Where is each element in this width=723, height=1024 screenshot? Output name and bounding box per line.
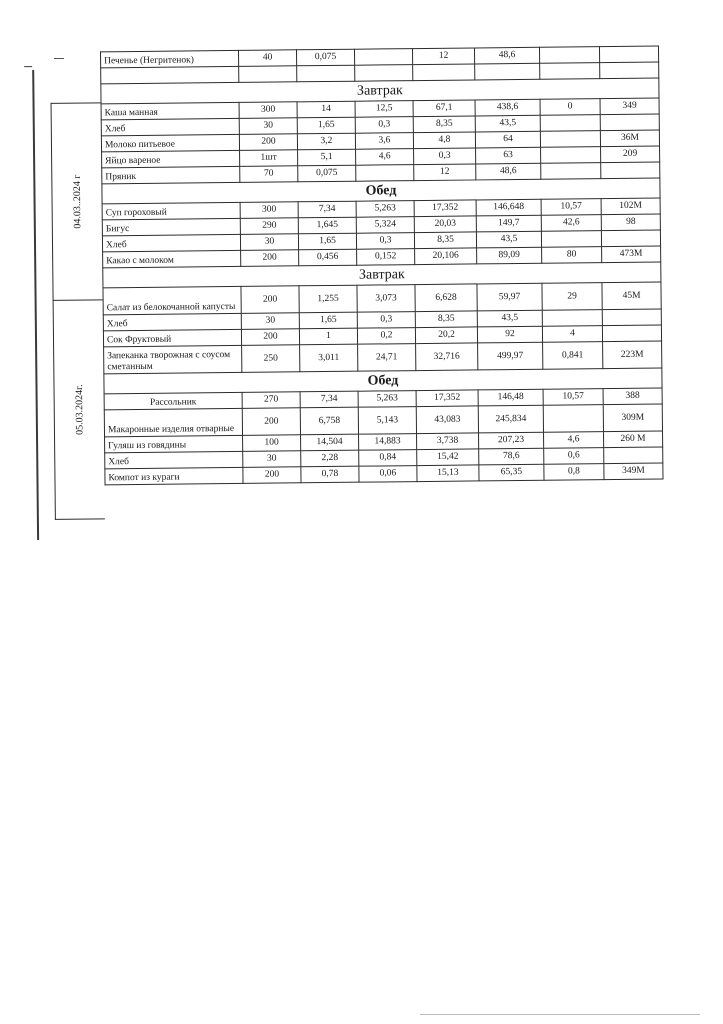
value-cell: 0,3 — [414, 148, 476, 165]
value-cell: 12 — [414, 164, 476, 181]
value-cell: 0,3 — [357, 312, 415, 329]
value-cell: 80 — [542, 247, 602, 264]
value-cell: 8,35 — [415, 311, 477, 328]
dish-name: Какао с молоком — [103, 250, 241, 267]
value-cell: 43,5 — [475, 115, 540, 132]
value-cell: 200 — [242, 408, 300, 436]
value-cell: 0,2 — [357, 328, 415, 345]
value-cell — [543, 405, 603, 433]
value-cell: 8,35 — [413, 116, 475, 133]
value-cell: 300 — [239, 102, 297, 119]
value-cell: 270 — [242, 392, 300, 409]
value-cell: 473М — [602, 246, 661, 263]
value-cell: 1шт — [240, 150, 298, 167]
value-cell: 89,09 — [477, 247, 542, 264]
value-cell: 48,6 — [476, 163, 541, 180]
value-cell: 0 — [540, 99, 600, 116]
value-cell: 70 — [240, 166, 298, 183]
value-cell: 42,6 — [541, 215, 601, 232]
value-cell: 63 — [476, 147, 541, 164]
value-cell: 30 — [241, 313, 299, 330]
meal-title: Обед — [104, 368, 662, 394]
value-cell: 5,143 — [358, 407, 416, 435]
dish-name: Хлеб — [102, 234, 240, 251]
value-cell: 30 — [240, 234, 298, 251]
value-cell: 92 — [477, 326, 542, 343]
value-cell: 7,34 — [298, 201, 356, 218]
value-cell: 6,758 — [300, 407, 358, 435]
value-cell: 223М — [603, 341, 662, 369]
value-cell: 0,3 — [356, 233, 414, 250]
value-cell: 0,3 — [355, 117, 413, 134]
value-cell: 14,883 — [359, 434, 417, 451]
menu-sheet — [40, 46, 660, 484]
value-cell: 0,6 — [544, 448, 604, 465]
value-cell: 1,255 — [299, 285, 357, 313]
value-cell: 0,075 — [296, 49, 354, 66]
value-cell: 438,6 — [475, 99, 540, 116]
dish-name: Хлеб — [105, 451, 243, 468]
value-cell: 200 — [241, 250, 299, 267]
value-cell: 0,152 — [357, 249, 415, 266]
dish-name: Салат из белокочанной капусты — [103, 286, 241, 314]
value-cell: 309М — [603, 404, 662, 432]
scan-edge — [420, 1014, 700, 1015]
value-cell: 43,5 — [476, 231, 541, 248]
value-cell: 10,57 — [541, 199, 601, 216]
value-cell: 4,6 — [356, 149, 414, 166]
value-cell: 67,1 — [413, 100, 475, 117]
value-cell — [540, 63, 600, 80]
value-cell: 1,65 — [299, 312, 357, 329]
value-cell: 260 М — [604, 431, 663, 448]
date-cell-1 — [51, 102, 103, 300]
value-cell — [540, 115, 600, 132]
value-cell: 4,8 — [413, 132, 475, 149]
value-cell: 0,06 — [359, 466, 417, 483]
value-cell — [599, 46, 658, 63]
value-cell: 3,738 — [417, 433, 479, 450]
value-cell: 349 — [600, 98, 659, 115]
value-cell: 59,97 — [477, 283, 542, 311]
value-cell: 40 — [238, 50, 296, 67]
dish-name: Бигус — [102, 218, 240, 235]
value-cell: 3,073 — [357, 285, 415, 313]
value-cell: 65,35 — [479, 464, 544, 481]
value-cell — [541, 163, 601, 180]
menu-table — [100, 46, 664, 486]
value-cell — [475, 63, 540, 80]
value-cell — [297, 65, 355, 82]
dish-name: Яйцо вареное — [102, 150, 240, 167]
value-cell: 7,34 — [300, 391, 358, 408]
value-cell — [601, 230, 660, 247]
value-cell: 209 — [601, 146, 660, 163]
value-cell: 0,075 — [298, 165, 356, 182]
value-cell — [542, 310, 602, 327]
value-cell: 1,65 — [297, 117, 355, 134]
dish-name: Хлеб — [103, 313, 241, 330]
value-cell — [600, 114, 659, 131]
value-cell: 290 — [240, 218, 298, 235]
margin-rule — [32, 70, 39, 540]
value-cell — [541, 147, 601, 164]
value-cell: 15,42 — [417, 449, 479, 466]
value-cell: 36М — [600, 130, 659, 147]
dish-name: Компот из кураги — [105, 467, 243, 484]
value-cell — [604, 447, 663, 464]
dish-name: Запеканка творожная с соусом сметанным — [104, 345, 242, 373]
dish-name: Макаронные изделия отварные — [104, 408, 242, 436]
value-cell: 6,628 — [415, 284, 477, 312]
value-cell: 146,648 — [476, 199, 541, 216]
value-cell: 207,23 — [479, 432, 544, 449]
value-cell: 78,6 — [479, 448, 544, 465]
value-cell: 10,57 — [543, 389, 603, 406]
dish-name: Хлеб — [101, 118, 239, 135]
value-cell: 3,011 — [300, 344, 358, 372]
dish-name: Рассольник — [104, 392, 242, 409]
value-cell: 200 — [243, 467, 301, 484]
value-cell: 102М — [601, 198, 660, 215]
value-cell: 200 — [241, 329, 299, 346]
value-cell — [354, 49, 412, 66]
value-cell: 4,6 — [544, 432, 604, 449]
value-cell: 3,2 — [297, 133, 355, 150]
value-cell: 1,65 — [298, 233, 356, 250]
value-cell: 250 — [242, 345, 300, 373]
value-cell: 0,84 — [359, 450, 417, 467]
value-cell: 12,5 — [355, 101, 413, 118]
margin-tick — [24, 66, 32, 67]
value-cell: 45М — [602, 282, 661, 310]
value-cell — [539, 47, 599, 64]
value-cell: 349М — [604, 463, 663, 480]
value-cell: 20,2 — [415, 327, 477, 344]
value-cell: 14 — [297, 101, 355, 118]
meal-title: Обед — [102, 178, 660, 204]
value-cell: 24,71 — [358, 344, 416, 372]
value-cell: 388 — [603, 388, 662, 405]
value-cell: 0,78 — [301, 466, 359, 483]
dish-name: Гуляш из говядины — [105, 435, 243, 452]
value-cell: 20,03 — [414, 216, 476, 233]
meal-title: Завтрак — [103, 262, 661, 288]
dish-name: Печенье (Негритенок) — [101, 50, 239, 67]
value-cell — [600, 62, 659, 79]
date-cell-2 — [53, 299, 105, 520]
value-cell: 100 — [243, 435, 301, 452]
value-cell: 0,456 — [299, 249, 357, 266]
dish-name: Пряник — [102, 166, 240, 183]
value-cell — [239, 66, 297, 83]
date-column — [51, 102, 105, 520]
value-cell: 1,645 — [298, 217, 356, 234]
value-cell: 12 — [412, 48, 474, 65]
dish-name: Суп гороховый — [102, 202, 240, 219]
value-cell: 8,35 — [414, 232, 476, 249]
dish-name: Сок Фруктовый — [103, 329, 241, 346]
value-cell — [356, 165, 414, 182]
value-cell: 300 — [240, 202, 298, 219]
value-cell: 200 — [239, 134, 297, 151]
value-cell: 245,834 — [478, 405, 543, 433]
value-cell: 0,8 — [544, 464, 604, 481]
value-cell: 43,5 — [477, 310, 542, 327]
meal-title: Завтрак — [101, 78, 659, 104]
value-cell: 146,48 — [478, 389, 543, 406]
value-cell: 499,97 — [478, 342, 543, 370]
value-cell: 32,716 — [416, 343, 478, 371]
dish-name: Каша манная — [101, 102, 239, 119]
value-cell — [601, 162, 660, 179]
date-label: 05.03.2024г. — [73, 384, 86, 435]
value-cell: 30 — [243, 451, 301, 468]
value-cell: 29 — [542, 283, 602, 311]
value-cell: 5,1 — [298, 149, 356, 166]
dish-name: Молоко питьевое — [101, 134, 239, 151]
value-cell — [541, 231, 601, 248]
margin-mark — [54, 58, 64, 59]
value-cell: 98 — [601, 214, 660, 231]
value-cell: 14,504 — [301, 434, 359, 451]
value-cell: 5,324 — [356, 217, 414, 234]
value-cell — [602, 325, 661, 342]
value-cell: 1 — [299, 328, 357, 345]
value-cell: 2,28 — [301, 450, 359, 467]
value-cell: 64 — [475, 131, 540, 148]
value-cell: 5,263 — [358, 391, 416, 408]
value-cell: 200 — [241, 286, 299, 314]
value-cell: 5,263 — [356, 201, 414, 218]
value-cell: 17,352 — [416, 390, 478, 407]
value-cell: 48,6 — [474, 47, 539, 64]
value-cell: 149,7 — [476, 215, 541, 232]
value-cell: 17,352 — [414, 200, 476, 217]
value-cell: 43,083 — [416, 406, 478, 434]
value-cell: 0,841 — [543, 342, 603, 370]
value-cell: 15,13 — [417, 465, 479, 482]
value-cell — [602, 309, 661, 326]
value-cell: 4 — [542, 326, 602, 343]
value-cell — [540, 131, 600, 148]
value-cell: 3,6 — [355, 133, 413, 150]
date-label: 04.03..2024 г — [71, 174, 83, 229]
value-cell — [413, 64, 475, 81]
value-cell: 20,106 — [415, 248, 477, 265]
dish-name — [101, 66, 239, 83]
value-cell: 30 — [239, 118, 297, 135]
value-cell — [355, 65, 413, 82]
